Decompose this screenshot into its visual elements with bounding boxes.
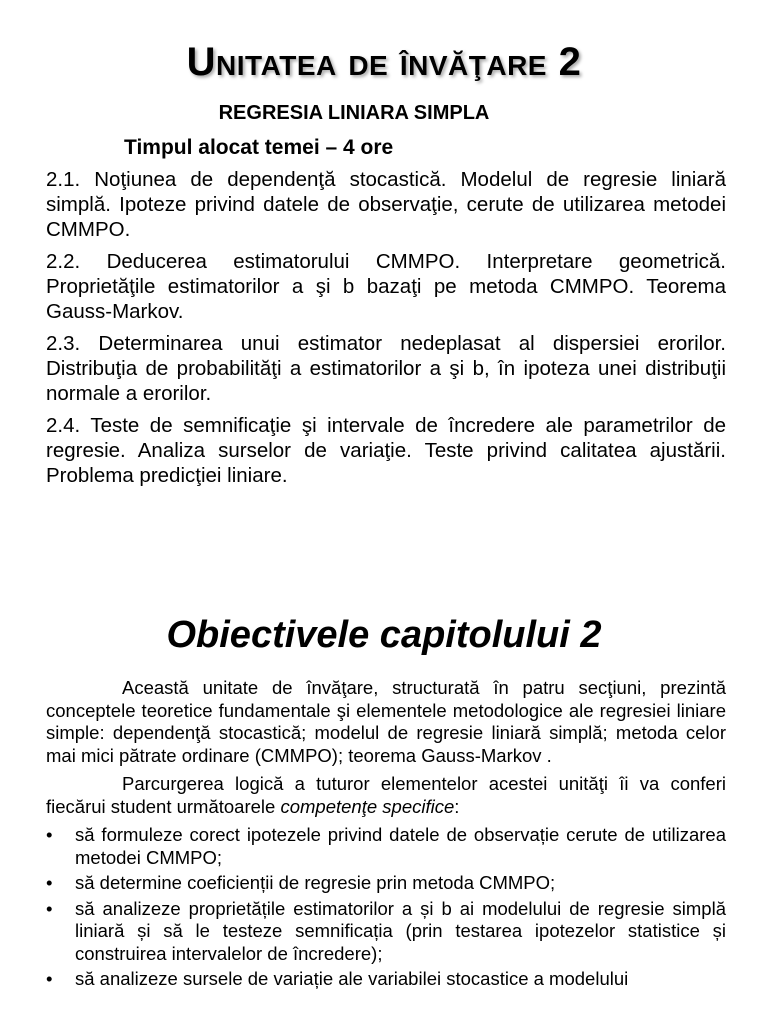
- bullet-icon: •: [46, 872, 53, 893]
- topics-list: [46, 167, 726, 495]
- time-allocated: Timpul alocat temei – 4 ore: [124, 136, 394, 159]
- unit-title: Unitatea de învăţare 2: [186, 40, 582, 84]
- topic-item: 2.1. Noţiunea de dependenţă stocastică. Modelul de regresie liniară simplă. Ipoteze privind datele de observaţie, cerute de utilizarea metodei CMMPO.: [46, 168, 726, 241]
- list-item-text: să formuleze corect ipotezele privind datele de observație cerute de utilizarea metodei CMMPO;: [75, 824, 726, 868]
- objectives-body: [46, 677, 726, 994]
- competences-colon: :: [454, 795, 460, 817]
- list-item: [46, 824, 726, 869]
- list-item-text: să analizeze sursele de variație ale variabilei stocastice a modelului: [75, 968, 629, 989]
- intro-paragraph: Această unitate de învăţare, structurată în patru secţiuni, prezintă conceptele teoretice fundamentale şi elementele metodologice ale regresiei liniare simple: dependenţă stocastică; modelul de regresie liniară simplă; metoda celor mai mici pătrate ordinare (CMMPO); teorema Gauss-Markov .: [46, 677, 726, 766]
- list-item: [46, 898, 726, 966]
- bullet-icon: •: [46, 897, 53, 919]
- competences-paragraph: [46, 773, 726, 818]
- list-item-text: să analizeze proprietățile estimatorilor a și b ai modelului de regresie simplă liniară și să le testeze semnificația (prin testarea ipotezelor statistice și construirea intervalelor de încredere);: [75, 897, 726, 964]
- competences-emphasis: competenţe specifice: [280, 795, 455, 817]
- topic-item: 2.3. Determinarea unui estimator nedeplasat al dispersiei erorilor. Distribuţia de probabilităţi a estimatorilor a şi b, în ipoteza unei distribuţii normale a erorilor.: [46, 332, 726, 405]
- bullet-icon: •: [46, 968, 53, 989]
- topic-item: 2.2. Deducerea estimatorului CMMPO. Interpretare geometrică. Proprietăţile estimatorilor a şi b bazaţi pe metoda CMMPO. Teorema Gauss-Markov.: [46, 250, 726, 323]
- list-item: [46, 872, 726, 895]
- competences-text: Parcurgerea logică a tuturor elementelor acestei unităţi îi va conferi fiecărui student următoarele: [46, 773, 726, 817]
- topic-item: 2.4. Teste de semnificaţie şi intervale de încredere ale parametrilor de regresie. Analiza surselor de variaţie. Teste privind calitatea ajustării. Problema predicţiei liniare.: [46, 414, 726, 487]
- objectives-title: Obiectivele capitolului 2: [166, 614, 602, 656]
- unit-subtitle: REGRESIA LINIARA SIMPLA: [218, 102, 490, 124]
- list-item: [46, 968, 726, 991]
- bullet-icon: •: [46, 824, 53, 845]
- competences-list: [46, 824, 726, 991]
- list-item-text: să determine coeficienții de regresie prin metoda CMMPO;: [75, 872, 556, 893]
